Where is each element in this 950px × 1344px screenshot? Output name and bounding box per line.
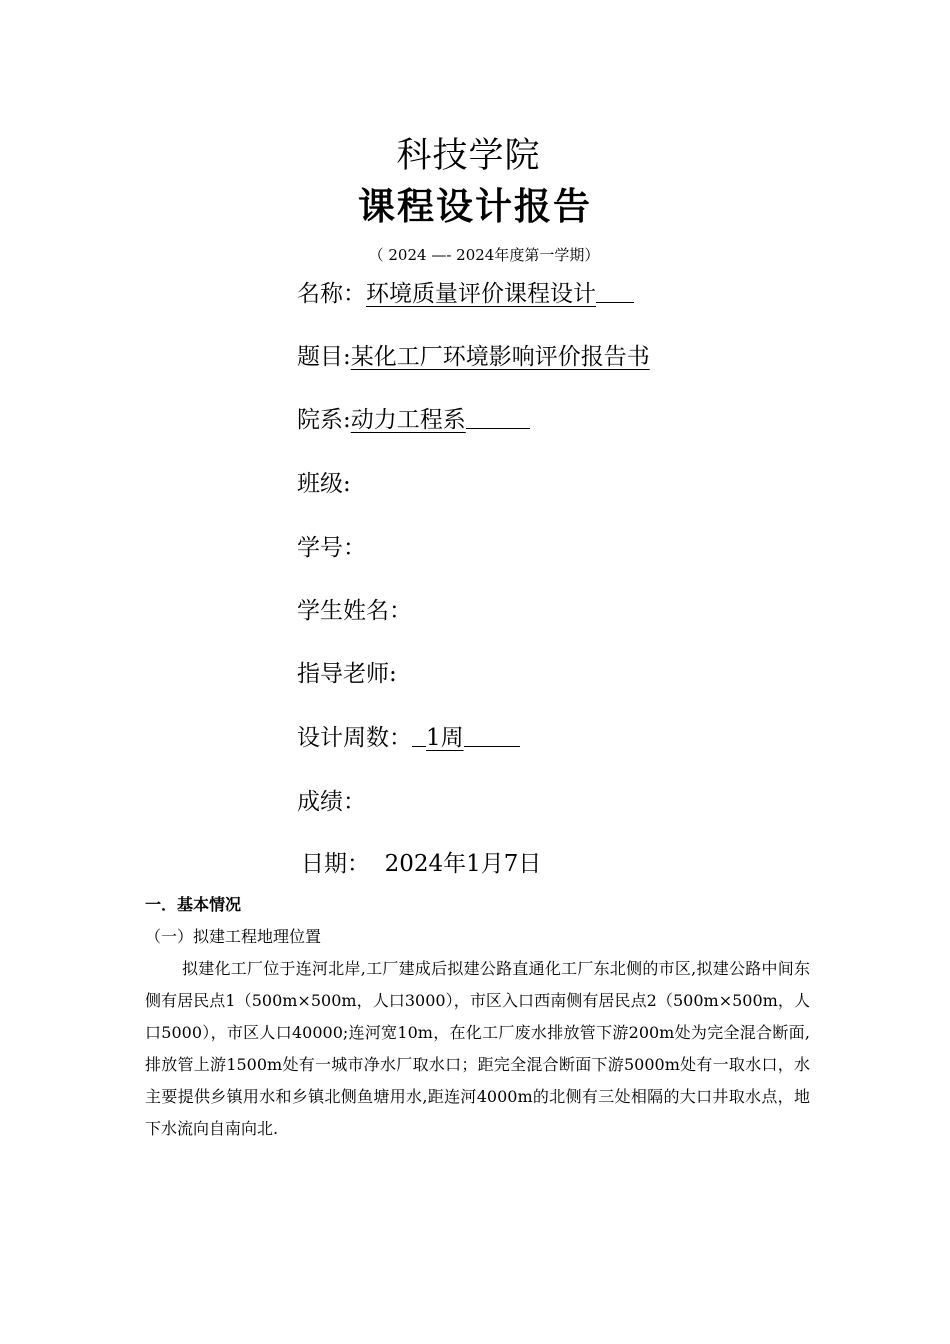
field-student-name xyxy=(297,596,412,626)
field-weeks xyxy=(297,723,520,753)
field-name-label: 名称： xyxy=(297,281,366,307)
field-date xyxy=(301,849,541,879)
field-grade-label: 成绩： xyxy=(297,789,366,815)
underline-blank xyxy=(466,406,530,429)
field-department-value: 动力工程系 xyxy=(350,407,466,433)
field-advisor-label: 指导老师: xyxy=(297,661,397,687)
field-department-label: 院系: xyxy=(297,407,351,433)
field-student-name-label: 学生姓名： xyxy=(297,598,412,624)
field-name-value: 环境质量评价课程设计 xyxy=(366,281,596,307)
underline-blank xyxy=(412,724,426,747)
academic-term: （ 2024 —- 2024年度第一学期） xyxy=(368,246,600,264)
school-name: 科技学院 xyxy=(396,136,541,176)
field-date-label: 日期： xyxy=(301,851,370,877)
field-topic-value: 某化工厂环境影响评价报告书 xyxy=(350,344,650,370)
field-weeks-label: 设计周数： xyxy=(297,725,412,751)
field-date-value: 2024年1月7日 xyxy=(384,851,542,877)
underline-blank xyxy=(464,724,520,747)
field-topic-label: 题目: xyxy=(297,344,351,370)
report-title: 课程设计报告 xyxy=(358,184,592,228)
field-student-id xyxy=(297,533,366,563)
field-department xyxy=(297,405,530,435)
underline-blank xyxy=(596,280,634,303)
field-class xyxy=(297,469,351,499)
section-heading: 一．基本情况 xyxy=(145,895,242,914)
field-name xyxy=(297,279,634,309)
field-advisor xyxy=(297,659,397,689)
field-student-id-label: 学号： xyxy=(297,535,366,561)
field-class-label: 班级: xyxy=(297,471,351,497)
subsection-heading: （一）拟建工程地理位置 xyxy=(145,927,322,946)
field-topic xyxy=(297,342,650,372)
field-grade xyxy=(297,787,366,817)
body-paragraph: 拟建化工厂位于连河北岸,工厂建成后拟建公路直通化工厂东北侧的市区,拟建公路中间东侧有居民点1（500m×500m，人口3000），市区入口西南侧有居民点2（500m×500m，人口5000），市区人口40000;连河宽10m，在化工厂废水排放管下游200m处为完全混合断面,排放管上游1500m处有一城市净水厂取水口；距完全混合断面下游5000m处有一取水口，水主要提供乡镇用水和乡镇北侧鱼塘用水,距连河4000m的北侧有三处相隔的大口井取水点，地下水流向自南向北. xyxy=(145,959,810,1138)
field-weeks-value: 1周 xyxy=(426,725,464,751)
